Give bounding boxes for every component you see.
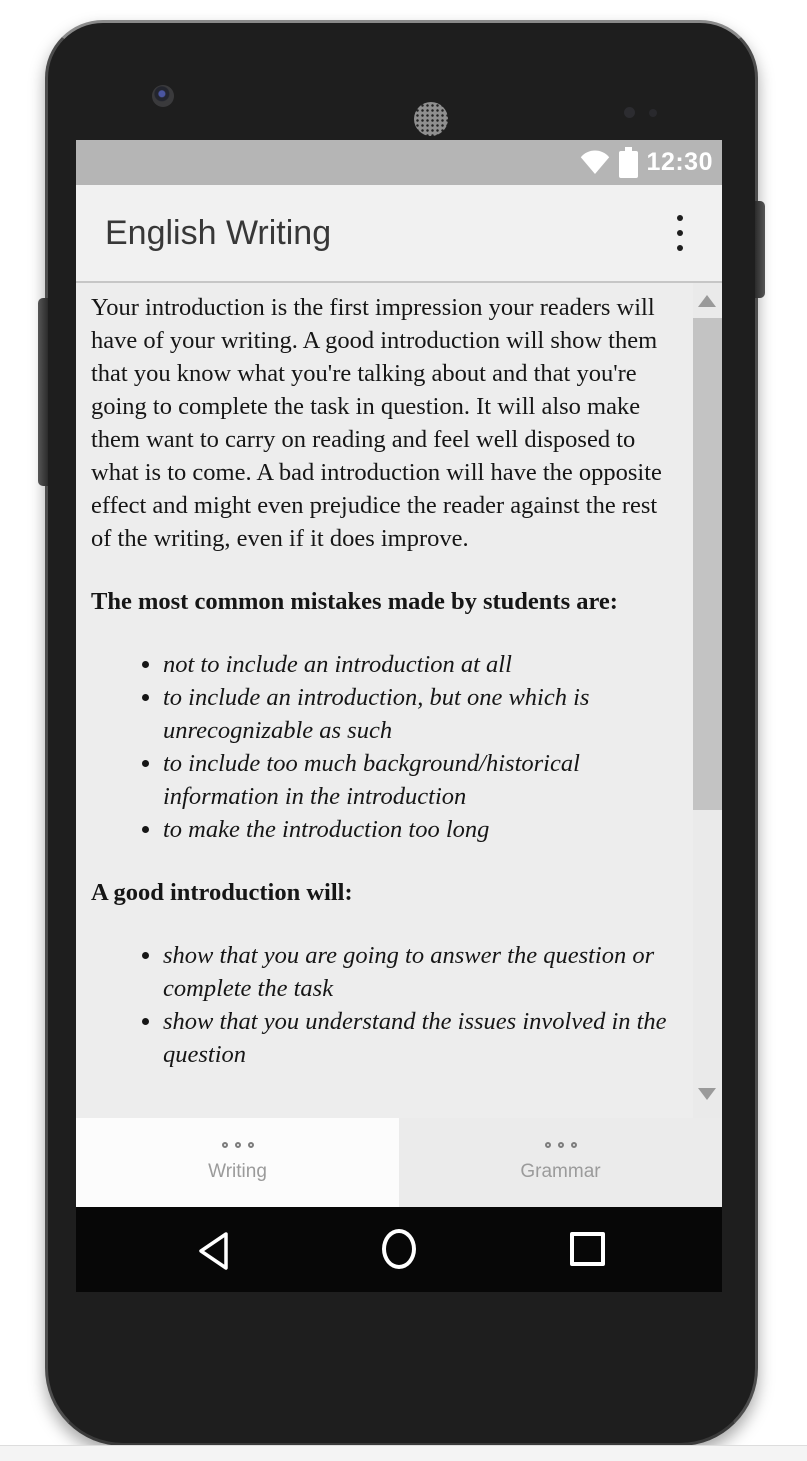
mistakes-list [91,648,667,846]
power-button[interactable] [755,201,765,298]
home-icon[interactable] [382,1229,416,1269]
tab-bar [76,1118,722,1207]
clock: 12:30 [646,148,713,176]
recents-icon[interactable] [570,1232,605,1266]
android-nav-bar [76,1207,722,1292]
page-title: English Writing [105,213,332,252]
overflow-menu-icon[interactable] [660,185,700,281]
phone-frame [45,20,758,1446]
volume-button[interactable] [38,298,48,486]
intro-paragraph: Your introduction is the first impression your readers will have of your writing. A good introduction will show them that you know what you're talking about and that you're going to complete the task in question. It will also make them want to carry on reading and feel well disposed to what is to come. A bad introduction will have the opposite effect and might even prejudice the reader against the rest of the writing, even if it does improve. [91,294,662,552]
list-item: • to include too much background/historical information in the introduction [163,747,667,813]
list-item: • to make the introduction too long [163,813,667,846]
scroll-up-icon[interactable] [698,295,716,307]
list-item: • show that you are going to answer the question or complete the task [163,939,667,1005]
front-camera [152,85,174,107]
back-icon[interactable] [196,1231,230,1271]
phone-screen [76,140,722,1292]
scroll-down-icon[interactable] [698,1088,716,1100]
three-dots-icon [545,1142,577,1148]
wifi-icon [580,150,610,175]
battery-icon [619,147,638,178]
mistakes-heading: The most common mistakes made by students are: [91,588,618,615]
tab-label: Grammar [520,1161,601,1182]
tab-grammar[interactable] [399,1118,722,1207]
scrollbar-thumb[interactable] [693,318,722,810]
earpiece-speaker [414,102,448,136]
app-bar [76,185,722,283]
list-item: • show that you understand the issues involved in the question [163,1005,667,1071]
good-intro-heading: A good introduction will: [91,879,353,906]
status-bar [76,140,722,185]
good-intro-list [91,939,667,1071]
scrollbar[interactable] [693,283,722,1118]
tab-writing[interactable] [76,1118,399,1207]
article-content[interactable] [76,283,722,1118]
three-dots-icon [222,1142,254,1148]
list-item: • not to include an introduction at all [163,648,667,681]
tab-label: Writing [208,1161,267,1182]
light-sensor [649,109,657,117]
page-footer-strip [0,1445,807,1461]
list-item: • to include an introduction, but one which is unrecognizable as such [163,681,667,747]
proximity-sensor [624,107,635,118]
